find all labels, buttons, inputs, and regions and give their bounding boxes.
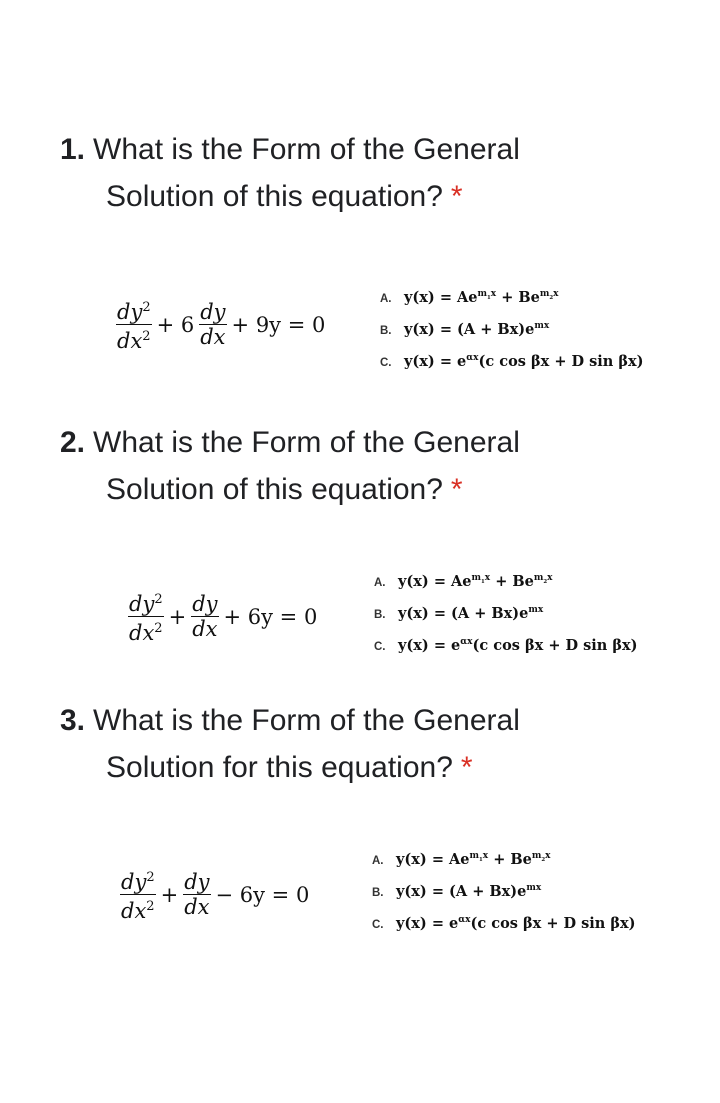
- question-1-title: [60, 126, 680, 220]
- question-text-line1: What is the Form of the General: [93, 704, 520, 737]
- equation-operator: +: [168, 604, 187, 629]
- fraction-first-derivative: $\frac{dy}{dx}$: [184, 870, 210, 919]
- question-text-line1: What is the Form of the General: [93, 426, 520, 459]
- option-a: A. $y(x) = Ae^{m_1x} + Be^{m_2x}$: [380, 288, 559, 306]
- question-2-equation: [126, 588, 317, 645]
- question-text-line2: Solution for this equation?: [106, 751, 453, 784]
- equation-operator: +: [160, 882, 179, 907]
- option-b: B. $y(x) = (A + Bx)e^{mx}$: [374, 604, 544, 622]
- equation-tail: − 6y = 0: [215, 882, 310, 907]
- question-3-options: [372, 840, 636, 936]
- question-1-options: [380, 278, 644, 374]
- question-1-equation: [114, 296, 325, 353]
- question-number: 1.: [60, 133, 86, 166]
- required-asterisk: *: [450, 473, 463, 506]
- question-number: 3.: [60, 704, 86, 737]
- question-number: 2.: [60, 426, 86, 459]
- option-a: A. $y(x) = Ae^{m_1x} + Be^{m_2x}$: [372, 850, 551, 868]
- fraction-second-derivative: $\frac{dy^2}{dx^2}$: [121, 870, 155, 923]
- question-2-title: [60, 419, 680, 513]
- question-text-line2: Solution of this equation?: [106, 180, 443, 213]
- option-b: B. $y(x) = (A + Bx)e^{mx}$: [372, 882, 542, 900]
- equation-tail: + 9y = 0: [231, 312, 326, 337]
- question-text-line1: What is the Form of the General: [93, 133, 520, 166]
- question-3-title: [60, 697, 680, 791]
- required-asterisk: *: [460, 751, 473, 784]
- option-c: C. $y(x) = e^{\alpha x}(c$ cos βx + D sin βx): [380, 352, 644, 370]
- equation-operator: + 6: [156, 312, 195, 337]
- fraction-first-derivative: $\frac{dy}{dx}$: [192, 592, 218, 641]
- option-b: B. $y(x) = (A + Bx)e^{mx}$: [380, 320, 550, 338]
- fraction-first-derivative: $\frac{dy}{dx}$: [200, 300, 226, 349]
- question-text-line2: Solution of this equation?: [106, 473, 443, 506]
- question-3-equation: [118, 866, 309, 923]
- option-c: C. $y(x) = e^{\alpha x}(c$ cos βx + D sin βx): [374, 636, 638, 654]
- equation-tail: + 6y = 0: [223, 604, 318, 629]
- option-c: C. $y(x) = e^{\alpha x}(c$ cos βx + D sin βx): [372, 914, 636, 932]
- fraction-second-derivative: $\frac{dy^2}{dx^2}$: [129, 592, 163, 645]
- question-2-options: [374, 562, 638, 658]
- fraction-second-derivative: $\frac{dy^2}{dx^2}$: [117, 300, 151, 353]
- option-a: A. $y(x) = Ae^{m_1x} + Be^{m_2x}$: [374, 572, 553, 590]
- required-asterisk: *: [450, 180, 463, 213]
